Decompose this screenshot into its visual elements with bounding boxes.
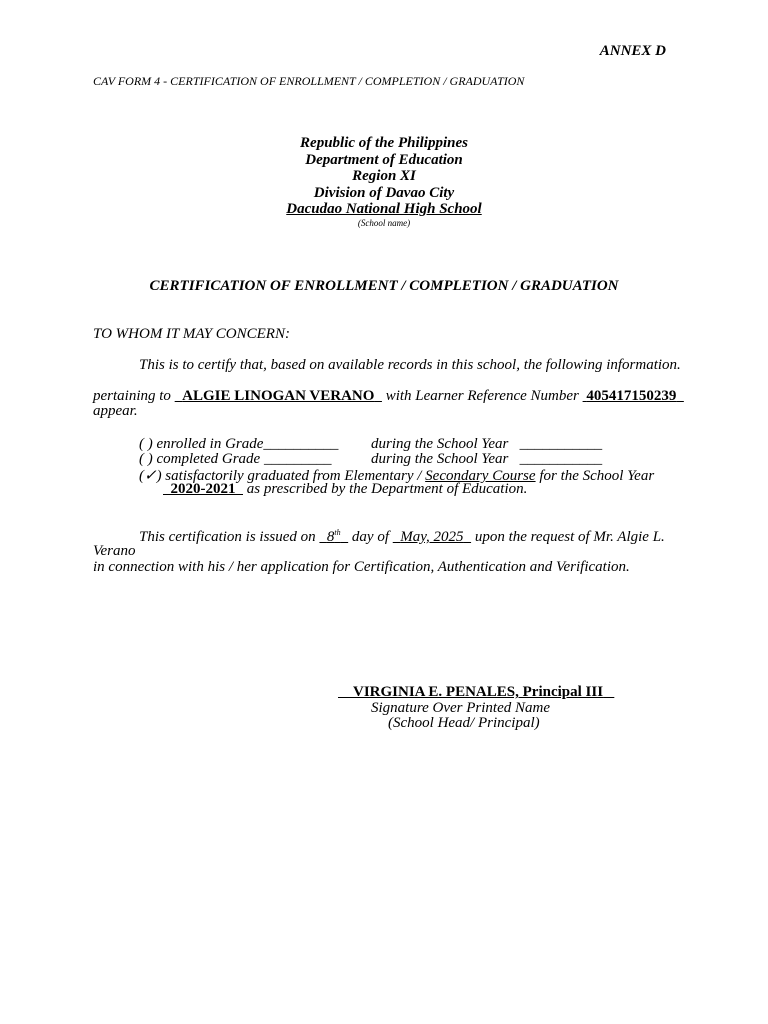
issued-day-of: day of <box>351 529 389 545</box>
option-enrolled: ( ) enrolled in Grade__________ <box>139 436 339 452</box>
prescribed-text: as prescribed by the Department of Education. <box>246 481 528 497</box>
graduated-suffix: for the School Year <box>539 468 655 484</box>
graduated-prefix: (✓) satisfactorily graduated from Elementary / <box>139 468 422 484</box>
graduation-school-year: 2020-2021 <box>170 481 236 497</box>
school-header <box>0 135 768 229</box>
option-completed-school-year: during the School Year ___________ <box>371 451 603 467</box>
salutation: TO WHOM IT MAY CONCERN: <box>93 326 290 342</box>
form-title-line: CAV FORM 4 - CERTIFICATION OF ENROLLMENT / COMPLETION / GRADUATION <box>93 74 525 88</box>
school-name-caption: (School name) <box>357 217 411 228</box>
issued-prefix: This certification is issued on <box>139 529 316 545</box>
certification-title: CERTIFICATION OF ENROLLMENT / COMPLETION / GRADUATION <box>149 278 619 294</box>
issued-line <box>139 528 665 546</box>
learner-name: ALGIE LINOGAN VERANO <box>182 388 375 404</box>
issued-day: 8th <box>326 528 341 545</box>
learner-reference-number: 405417150239 <box>586 388 677 404</box>
graduation-school-year-line <box>163 481 527 498</box>
issued-request: upon the request of Mr. Algie L. <box>474 529 665 545</box>
school-name: Dacudao National High School <box>286 201 482 218</box>
pertaining-prefix: pertaining to <box>93 388 171 404</box>
department-line: Department of Education <box>305 151 463 168</box>
graduated-course: Secondary Course <box>425 468 536 484</box>
issued-month-year: May, 2025 <box>400 529 464 545</box>
signature-caption: Signature Over Printed Name <box>371 700 550 716</box>
division-line: Division of Davao City <box>313 184 455 201</box>
signatory-name: VIRGINIA E. PENALES, Principal III <box>353 684 604 700</box>
option-enrolled-school-year: during the School Year ___________ <box>371 436 603 452</box>
pertaining-line <box>93 388 684 405</box>
option-completed: ( ) completed Grade _________ <box>139 451 332 467</box>
region-line: Region XI <box>352 168 416 185</box>
appear-text: appear. <box>93 403 138 419</box>
connection-text: in connection with his / her application for Certification, Authentication and Verification. <box>93 559 630 575</box>
annex-label: ANNEX D <box>599 43 666 59</box>
lrn-label: with Learner Reference Number <box>385 388 579 404</box>
intro-paragraph: This is to certify that, based on available records in this school, the following information. <box>139 357 681 373</box>
republic-line: Republic of the Philippines <box>300 135 468 151</box>
issued-request-continued: Verano <box>93 543 136 559</box>
school-head-caption: (School Head/ Principal) <box>388 715 540 731</box>
